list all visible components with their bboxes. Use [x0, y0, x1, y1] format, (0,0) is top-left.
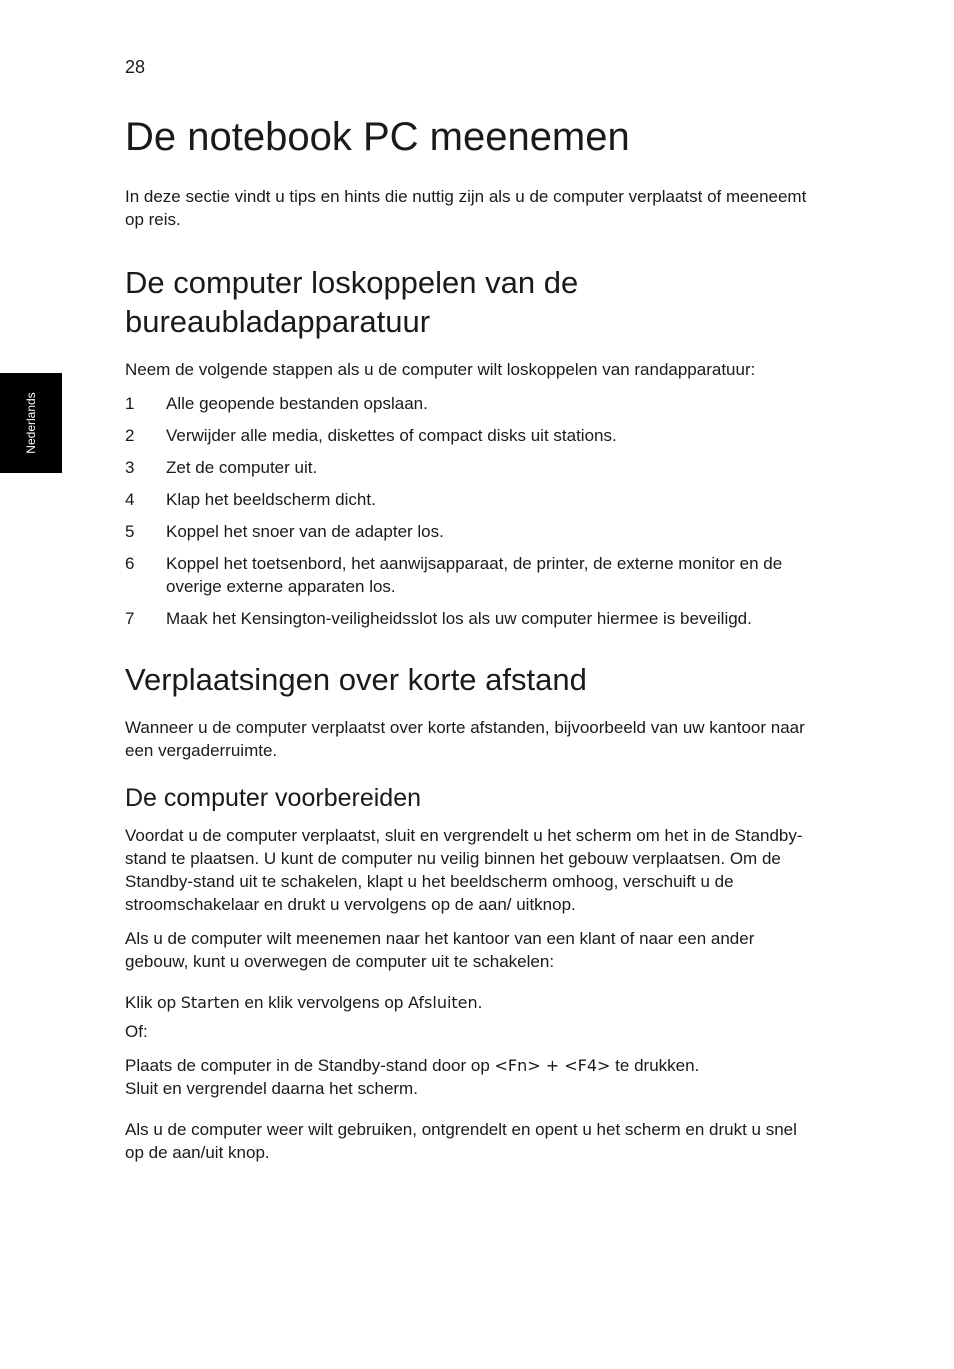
language-side-tab: [0, 373, 62, 473]
or-line: Of:: [125, 1022, 148, 1041]
subheading-prepare-computer: De computer voorbereiden: [125, 784, 421, 812]
click-instruction: [125, 991, 815, 1014]
resume-paragraph: Als u de computer weer wilt gebruiken, ontgrendelt en opent u het scherm en drukt u snel op de aan/uit knop.: [125, 1120, 797, 1162]
prepare-paragraph-1: Voordat u de computer verplaatst, sluit en vergrendelt u het scherm om het in de Standby-stand te plaatsen. U kunt de computer nu veilig binnen het gebouw verplaatsen. Om de Standby-stand uit te schakelen, klapt u het beeldscherm omhoog, verschuift u de stroomschakelaar en drukt u vervolgens op de aan/ uitknop.: [125, 826, 803, 914]
short-distance-intro: Wanneer u de computer verplaatst over korte afstanden, bijvoorbeeld van uw kantoor naar een vergaderruimte.: [125, 718, 805, 760]
section-heading-short-distance: Verplaatsingen over korte afstand: [125, 662, 587, 697]
step-text: Verwijder alle media, diskettes of compact disks uit stations.: [166, 426, 617, 445]
step-number: 4: [125, 490, 135, 509]
step-text: Koppel het snoer van de adapter los.: [166, 522, 444, 541]
step-text: Koppel het toetsenbord, het aanwijsapparaat, de printer, de externe monitor en de overige externe apparaten los.: [166, 554, 783, 596]
list-item: [125, 520, 815, 543]
standby-text-3: Sluit en vergrendel daarna het scherm.: [125, 1079, 418, 1098]
section-heading-disconnect: De computer loskoppelen van de bureaubladapparatuur: [125, 265, 579, 339]
intro-paragraph: In deze sectie vindt u tips en hints die nuttig zijn als u de computer verplaatst of meeneemt op reis.: [125, 187, 807, 229]
click-text-2: en klik vervolgens op: [239, 993, 409, 1012]
standby-text-1: Plaats de computer in de Standby-stand door op: [125, 1056, 495, 1075]
click-text-1: Klik op: [125, 993, 181, 1012]
standby-instruction: [125, 1054, 815, 1100]
step-number: 3: [125, 458, 135, 477]
disconnect-intro: Neem de volgende stappen als u de computer wilt loskoppelen van randapparatuur:: [125, 360, 756, 379]
prepare-paragraph-2: Als u de computer wilt meenemen naar het kantoor van een klant of naar een ander gebouw, kunt u overwegen de computer uit te schakelen:: [125, 929, 755, 971]
list-item: [125, 488, 815, 511]
step-number: 5: [125, 522, 135, 541]
page-number: 28: [125, 57, 146, 77]
standby-text-2: te drukken.: [610, 1056, 700, 1075]
step-text: Alle geopende bestanden opslaan.: [166, 394, 428, 413]
click-text-3: .: [477, 993, 483, 1012]
list-item: [125, 607, 815, 630]
page-content: [125, 110, 815, 1175]
step-number: 1: [125, 394, 135, 413]
list-item: [125, 392, 815, 415]
step-text: Maak het Kensington-veiligheidsslot los als uw computer hiermee is beveiligd.: [166, 609, 752, 628]
start-term: Starten: [180, 993, 240, 1012]
list-item: [125, 456, 815, 479]
step-text: Zet de computer uit.: [166, 458, 318, 477]
step-text: Klap het beeldscherm dicht.: [166, 490, 376, 509]
step-number: 7: [125, 609, 135, 628]
list-item: [125, 552, 815, 598]
list-item: [125, 424, 815, 447]
page-title: De notebook PC meenemen: [125, 115, 630, 159]
step-number: 6: [125, 554, 135, 573]
step-number: 2: [125, 426, 135, 445]
key-combination: <Fn> + <F4>: [494, 1056, 611, 1075]
language-side-tab-label: Nederlands: [24, 392, 38, 454]
shutdown-term: Afsluiten: [408, 993, 478, 1012]
disconnect-steps-list: [125, 392, 815, 630]
